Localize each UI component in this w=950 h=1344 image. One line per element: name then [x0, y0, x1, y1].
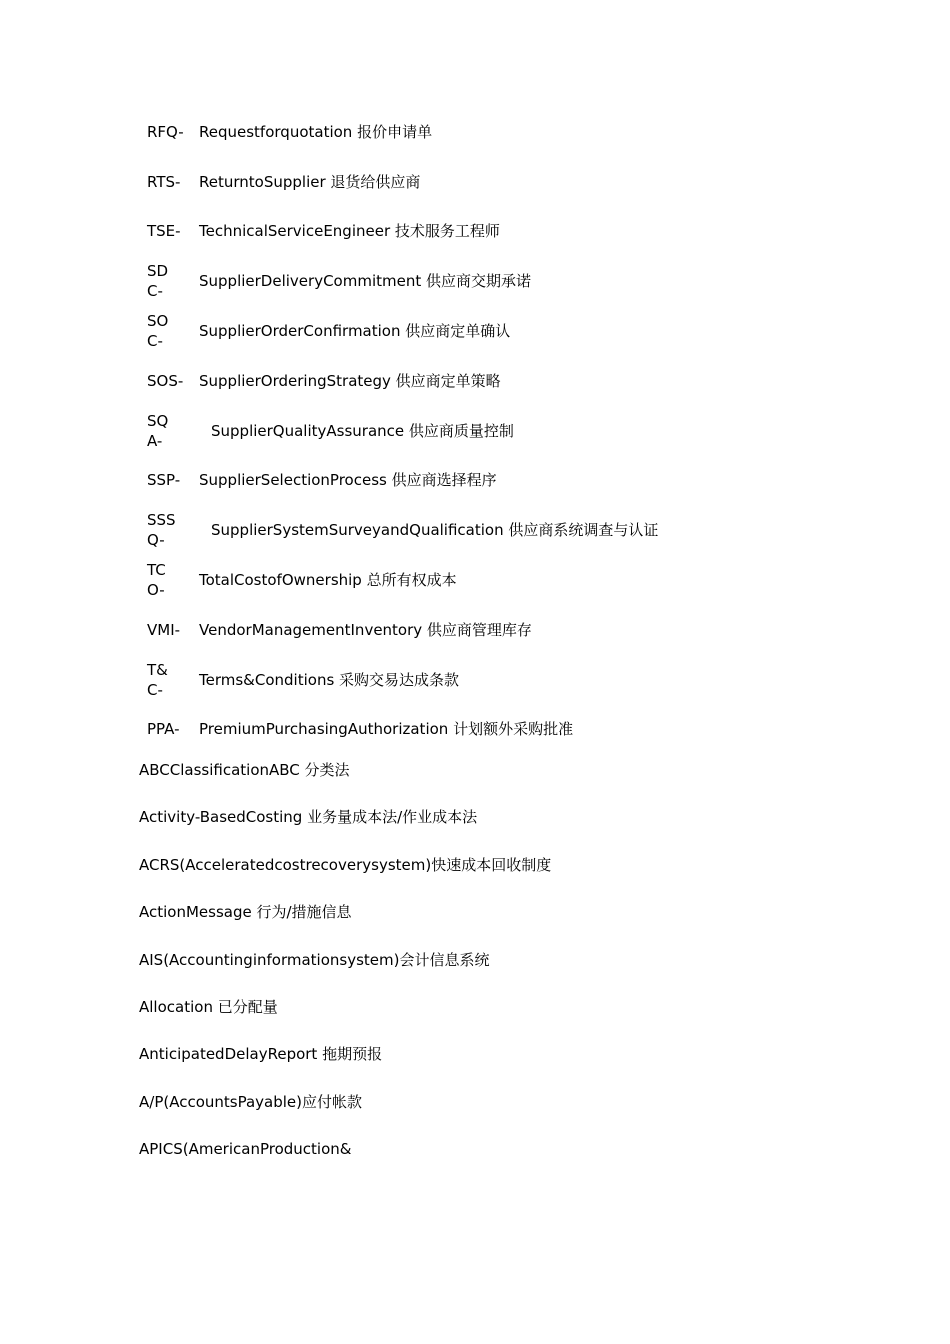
abbreviation-row [147, 505, 707, 555]
glossary-entry: ABCClassificationABC 分类法 [139, 761, 350, 779]
abbreviation-row [147, 356, 707, 406]
abbreviation-row [147, 107, 707, 157]
abbreviation-definition: SupplierOrderConfirmation 供应商定单确认 [199, 322, 511, 341]
abbreviation-definition: SupplierSelectionProcess 供应商选择程序 [199, 471, 497, 490]
abbreviation-row [147, 456, 707, 506]
abbreviation-code: VMI- [147, 620, 181, 639]
abbreviation-table [147, 107, 707, 754]
abbreviation-row [147, 605, 707, 655]
abbreviation-row [147, 555, 707, 605]
abbreviation-definition: Terms&Conditions 采购交易达成条款 [199, 670, 460, 689]
abbreviation-row [147, 256, 707, 306]
abbreviation-code: SQA- [147, 411, 169, 450]
abbreviation-row [147, 406, 707, 456]
abbreviation-code: SOS- [147, 371, 184, 390]
glossary-entry: Activity-BasedCosting 业务量成本法/作业成本法 [139, 808, 478, 827]
abbreviation-row [147, 306, 707, 356]
abbreviation-row [147, 207, 707, 257]
glossary-entry: Allocation 已分配量 [139, 997, 278, 1016]
abbreviation-definition: SupplierQualityAssurance 供应商质量控制 [211, 421, 514, 440]
abbreviation-definition: SupplierSystemSurveyandQualification 供应商系统调查与认证 [211, 521, 659, 540]
abbreviation-code: RFQ- [147, 122, 184, 141]
abbreviation-definition: VendorManagementInventory 供应商管理库存 [199, 620, 532, 639]
abbreviation-definition: ReturntoSupplier 退货给供应商 [199, 172, 421, 191]
abbreviation-code: TSE- [147, 222, 181, 241]
abbreviation-definition: Requestforquotation 报价申请单 [199, 122, 433, 141]
abbreviation-code: T&C- [147, 660, 168, 699]
glossary-entry: ActionMessage 行为/措施信息 [139, 903, 352, 922]
abbreviation-code: SSSQ- [147, 511, 176, 550]
glossary-entry: AIS(Accountinginformationsystem)会计信息系统 [139, 950, 490, 969]
abbreviation-code: RTS- [147, 172, 181, 191]
abbreviation-row [147, 705, 707, 755]
abbreviation-definition: PremiumPurchasingAuthorization 计划额外采购批准 [199, 720, 574, 739]
abbreviation-code: SSP- [147, 471, 181, 490]
glossary-list [139, 760, 839, 1187]
abbreviation-row [147, 157, 707, 207]
glossary-entry: A/P(AccountsPayable)应付帐款 [139, 1092, 362, 1111]
abbreviation-code: PPA- [147, 720, 180, 739]
abbreviation-code: SOC- [147, 312, 169, 351]
abbreviation-definition: TotalCostofOwnership 总所有权成本 [199, 571, 457, 590]
abbreviation-definition: TechnicalServiceEngineer 技术服务工程师 [199, 222, 500, 241]
abbreviation-code: TCO- [147, 561, 166, 600]
abbreviation-row [147, 655, 707, 705]
glossary-entry: APICS(AmericanProduction& [139, 1140, 352, 1159]
abbreviation-definition: SupplierOrderingStrategy 供应商定单策略 [199, 371, 501, 390]
abbreviation-definition: SupplierDeliveryCommitment 供应商交期承诺 [199, 272, 531, 291]
glossary-entry: AnticipatedDelayReport 拖期预报 [139, 1045, 383, 1064]
abbreviation-code: SDC- [147, 262, 169, 301]
glossary-entry: ACRS(Acceleratedcostrecoverysystem)快速成本回收制度 [139, 855, 552, 874]
